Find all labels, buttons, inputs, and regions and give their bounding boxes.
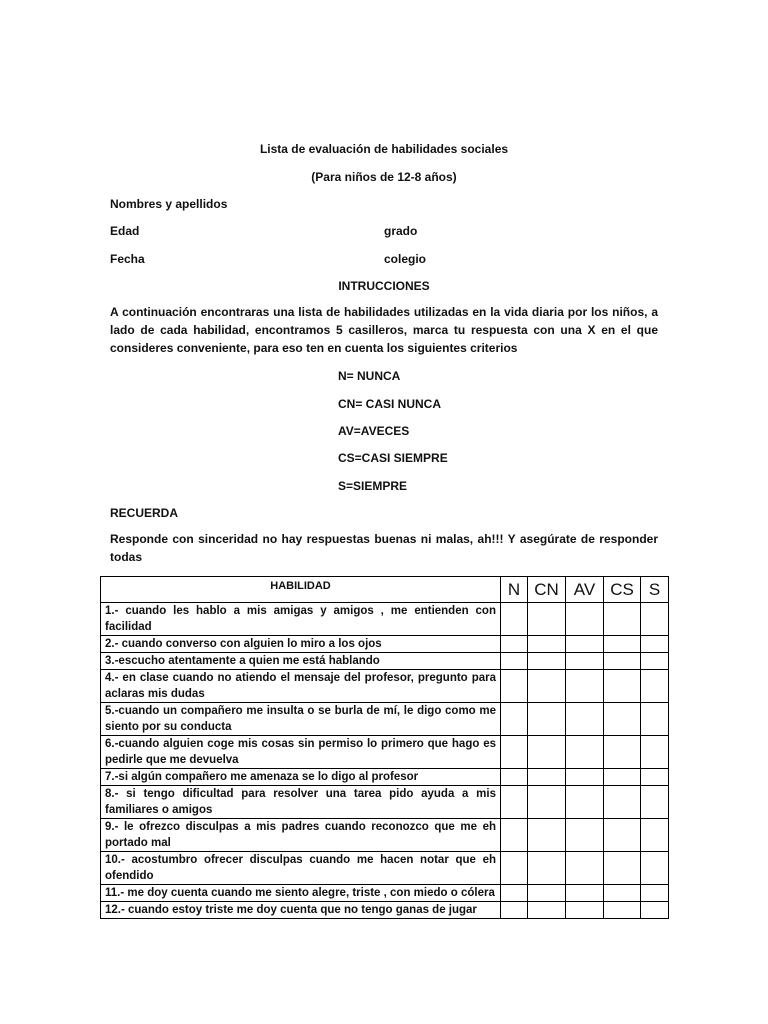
table-row: [101, 703, 669, 736]
skill-cell: 11.- me doy cuenta cuando me siento alegre, triste , con miedo o cólera: [101, 885, 501, 902]
instructions-heading: INTRUCCIONES: [338, 279, 430, 293]
answer-box-n[interactable]: [501, 902, 528, 919]
answer-box-s[interactable]: [641, 852, 669, 885]
answer-box-n[interactable]: [501, 819, 528, 852]
answer-box-n[interactable]: [501, 736, 528, 769]
answer-box-cn[interactable]: [528, 852, 566, 885]
skill-cell: 6.-cuando alguien coge mis cosas sin permiso lo primero que hago es pedirle que me devuelva: [101, 736, 501, 769]
table-row: [101, 819, 669, 852]
answer-box-cn[interactable]: [528, 819, 566, 852]
answer-box-cn[interactable]: [528, 603, 566, 636]
answer-box-av[interactable]: [566, 885, 604, 902]
answer-box-cn[interactable]: [528, 636, 566, 653]
answer-box-cs[interactable]: [604, 852, 641, 885]
answer-box-n[interactable]: [501, 653, 528, 670]
column-header-habilidad: HABILIDAD: [101, 577, 501, 603]
answer-box-s[interactable]: [641, 653, 669, 670]
answer-box-s[interactable]: [641, 636, 669, 653]
answer-box-n[interactable]: [501, 703, 528, 736]
answer-box-cs[interactable]: [604, 670, 641, 703]
skill-cell: 5.-cuando un compañero me insulta o se burla de mí, le digo como me siento por su conducta: [101, 703, 501, 736]
skill-cell: 4.- en clase cuando no atiendo el mensaje del profesor, pregunto para aclaras mis dudas: [101, 670, 501, 703]
grade-field-label: grado: [384, 224, 418, 238]
answer-box-n[interactable]: [501, 786, 528, 819]
answer-box-av[interactable]: [566, 736, 604, 769]
answer-box-cs[interactable]: [604, 736, 641, 769]
criteria-item: S=SIEMPRE: [338, 479, 408, 493]
criteria-item: N= NUNCA: [338, 369, 401, 383]
column-header-av: AV: [566, 577, 604, 603]
answer-box-s[interactable]: [641, 670, 669, 703]
skill-cell: 7.-si algún compañero me amenaza se lo digo al profesor: [101, 769, 501, 786]
criteria-item: CN= CASI NUNCA: [338, 397, 442, 411]
table-row: [101, 902, 669, 919]
instructions-text: A continuación encontraras una lista de habilidades utilizadas en la vida diaria por los niños, a lado de cada habilidad, encontramos 5 casilleros, marca tu respuesta con una X en el que consideres conveniente, para eso ten en cuenta los siguientes criterios: [110, 305, 658, 355]
answer-box-av[interactable]: [566, 786, 604, 819]
skills-table: [100, 576, 669, 919]
answer-box-cn[interactable]: [528, 902, 566, 919]
skill-cell: 9.- le ofrezco disculpas a mis padres cuando reconozco que me eh portado mal: [101, 819, 501, 852]
answer-box-av[interactable]: [566, 636, 604, 653]
answer-box-s[interactable]: [641, 786, 669, 819]
column-header-cn: CN: [528, 577, 566, 603]
answer-box-cn[interactable]: [528, 670, 566, 703]
skill-cell: 10.- acostumbro ofrecer disculpas cuando me hacen notar que eh ofendido: [101, 852, 501, 885]
answer-box-cs[interactable]: [604, 885, 641, 902]
table-row: [101, 852, 669, 885]
table-row: [101, 736, 669, 769]
document-subtitle: (Para niños de 12-8 años): [311, 170, 457, 184]
answer-box-cs[interactable]: [604, 653, 641, 670]
answer-box-n[interactable]: [501, 852, 528, 885]
criteria-item: AV=AVECES: [338, 424, 410, 438]
answer-box-cs[interactable]: [604, 636, 641, 653]
table-row: [101, 769, 669, 786]
name-field-label: Nombres y apellidos: [110, 197, 228, 211]
answer-box-av[interactable]: [566, 653, 604, 670]
answer-box-cs[interactable]: [604, 703, 641, 736]
column-header-cs: CS: [604, 577, 641, 603]
age-field-label: Edad: [110, 224, 140, 238]
answer-box-cn[interactable]: [528, 736, 566, 769]
table-row: [101, 670, 669, 703]
answer-box-cs[interactable]: [604, 603, 641, 636]
table-row: [101, 786, 669, 819]
answer-box-n[interactable]: [501, 670, 528, 703]
answer-box-av[interactable]: [566, 703, 604, 736]
answer-box-av[interactable]: [566, 852, 604, 885]
answer-box-cs[interactable]: [604, 902, 641, 919]
answer-box-s[interactable]: [641, 902, 669, 919]
answer-box-n[interactable]: [501, 885, 528, 902]
skill-cell: 8.- si tengo dificultad para resolver una tarea pido ayuda a mis familiares o amigos: [101, 786, 501, 819]
answer-box-av[interactable]: [566, 670, 604, 703]
skill-cell: 3.-escucho atentamente a quien me está hablando: [101, 653, 501, 670]
skill-cell: 12.- cuando estoy triste me doy cuenta que no tengo ganas de jugar: [101, 902, 501, 919]
answer-box-av[interactable]: [566, 819, 604, 852]
document-title: Lista de evaluación de habilidades sociales: [259, 142, 509, 156]
answer-box-s[interactable]: [641, 819, 669, 852]
answer-box-cs[interactable]: [604, 786, 641, 819]
table-row: [101, 885, 669, 902]
answer-box-av[interactable]: [566, 902, 604, 919]
answer-box-cn[interactable]: [528, 769, 566, 786]
skill-cell: 1.- cuando les hablo a mis amigas y amigos , me entienden con facilidad: [101, 603, 501, 636]
answer-box-n[interactable]: [501, 603, 528, 636]
table-row: [101, 636, 669, 653]
answer-box-n[interactable]: [501, 636, 528, 653]
reminder-heading: RECUERDA: [110, 506, 179, 520]
answer-box-s[interactable]: [641, 885, 669, 902]
skill-cell: 2.- cuando converso con alguien lo miro a los ojos: [101, 636, 501, 653]
answer-box-cs[interactable]: [604, 819, 641, 852]
answer-box-cn[interactable]: [528, 653, 566, 670]
answer-box-s[interactable]: [641, 603, 669, 636]
answer-box-av[interactable]: [566, 603, 604, 636]
answer-box-cn[interactable]: [528, 786, 566, 819]
criteria-item: CS=CASI SIEMPRE: [338, 451, 448, 465]
answer-box-s[interactable]: [641, 736, 669, 769]
column-header-n: N: [501, 577, 528, 603]
answer-box-s[interactable]: [641, 769, 669, 786]
answer-box-cn[interactable]: [528, 885, 566, 902]
school-field-label: colegio: [384, 252, 427, 266]
table-header-row: [101, 577, 669, 603]
answer-box-cn[interactable]: [528, 703, 566, 736]
answer-box-cs[interactable]: [604, 769, 641, 786]
table-row: [101, 603, 669, 636]
table-row: [101, 653, 669, 670]
reminder-text: Responde con sinceridad no hay respuestas buenas ni malas, ah!!! Y asegúrate de responder todas: [110, 532, 658, 564]
column-header-s: S: [641, 577, 669, 603]
answer-box-n[interactable]: [501, 769, 528, 786]
answer-box-s[interactable]: [641, 703, 669, 736]
date-field-label: Fecha: [110, 252, 145, 266]
answer-box-av[interactable]: [566, 769, 604, 786]
